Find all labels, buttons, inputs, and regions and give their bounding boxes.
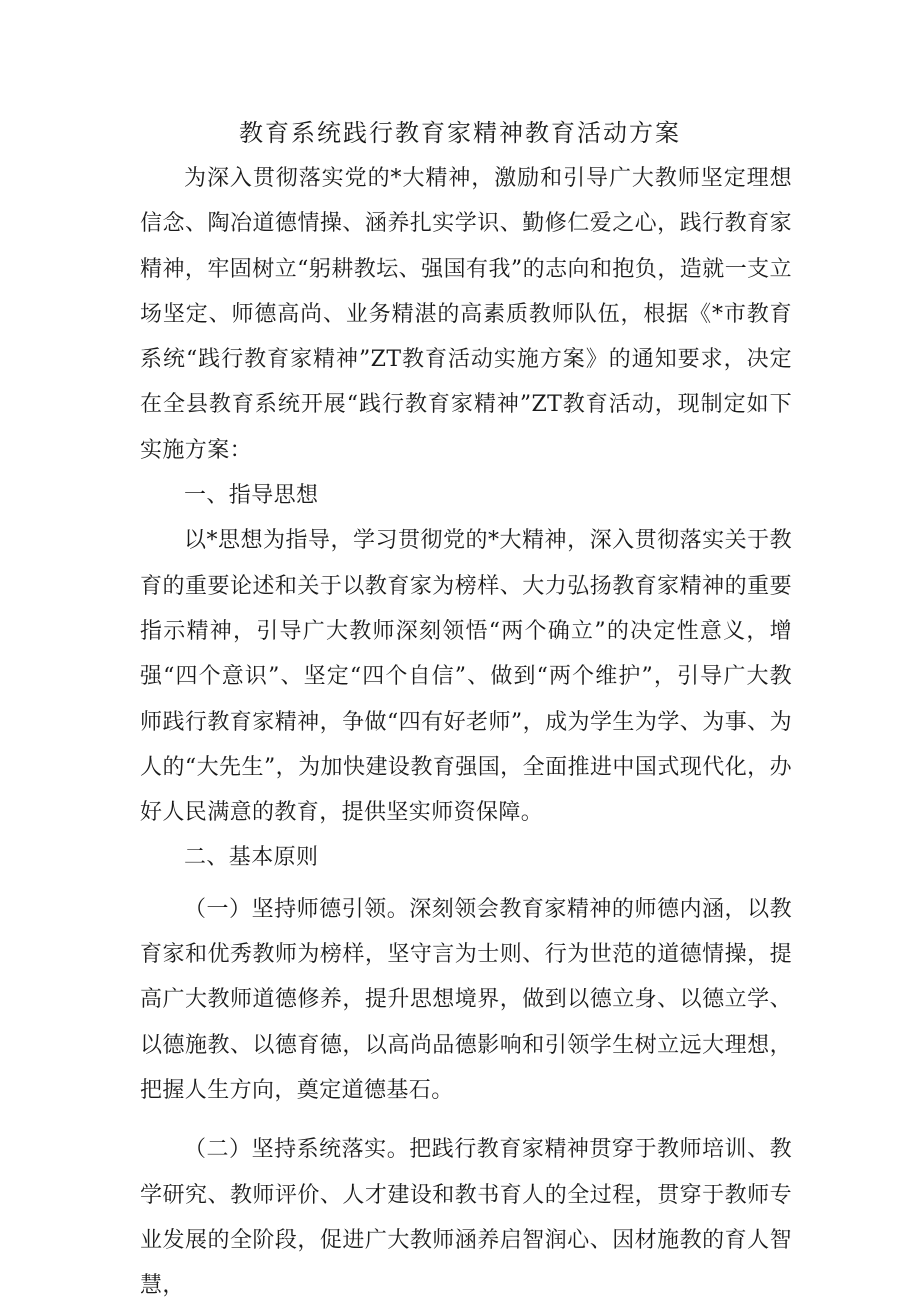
document-title: 教育系统践行教育家精神教育活动方案 [239,119,681,147]
section-heading-basic-principles: 二、基本原则 [184,845,319,871]
guiding-ideology-paragraph: 以*思想为指导，学习贯彻党的*大精神，深入贯彻落实关于教育的重要论述和关于以教育家为榜样、大力弘扬教育家精神的重要指示精神，引导广大教师深刻领悟“两个确立”的决定性意义，增强“四个意识”、坚定“四个自信”、做到“两个维护”，引导广大教师践行教育家精神，争做“四有好老师”，成为学生为学、为事、为人的“大先生”，为加快建设教育强国，全面推进中国式现代化，办好人民满意的教育，提供坚实师资保障。 [140,528,792,826]
intro-paragraph: 为深入贯彻落实党的*大精神，激励和引导广大教师坚定理想信念、陶冶道德情操、涵养扎实学识、勤修仁爱之心，践行教育家精神，牢固树立“躬耕教坛、强国有我”的志向和抱负，造就一支立场坚定、师德高尚、业务精湛的高素质教师队伍，根据《*市教育系统“践行教育家精神”ZT教育活动实施方案》的通知要求，决定在全县教育系统开展“践行教育家精神”ZT教育活动，现制定如下实施方案： [140,166,792,463]
document-body [140,156,792,1308]
section-heading-guiding-ideology: 一、指导思想 [184,483,319,509]
principle-2-paragraph: （二）坚持系统落实。把践行教育家精神贯穿于教师培训、教学研究、教师评价、人才建设和教书育人的全过程，贯穿于教师专业发展的全阶段，促进广大教师涵养启智润心、因材施教的育人智慧， [140,1137,792,1299]
principle-1-paragraph: （一）坚持师德引领。深刻领会教育家精神的师德内涵，以教育家和优秀教师为榜样，坚守言为士则、行为世范的道德情操，提高广大教师道德修养，提升思想境界，做到以德立身、以德立学、以德施教、以德育德，以高尚品德影响和引领学生树立远大理想，把握人生方向，奠定道德基石。 [140,896,792,1103]
